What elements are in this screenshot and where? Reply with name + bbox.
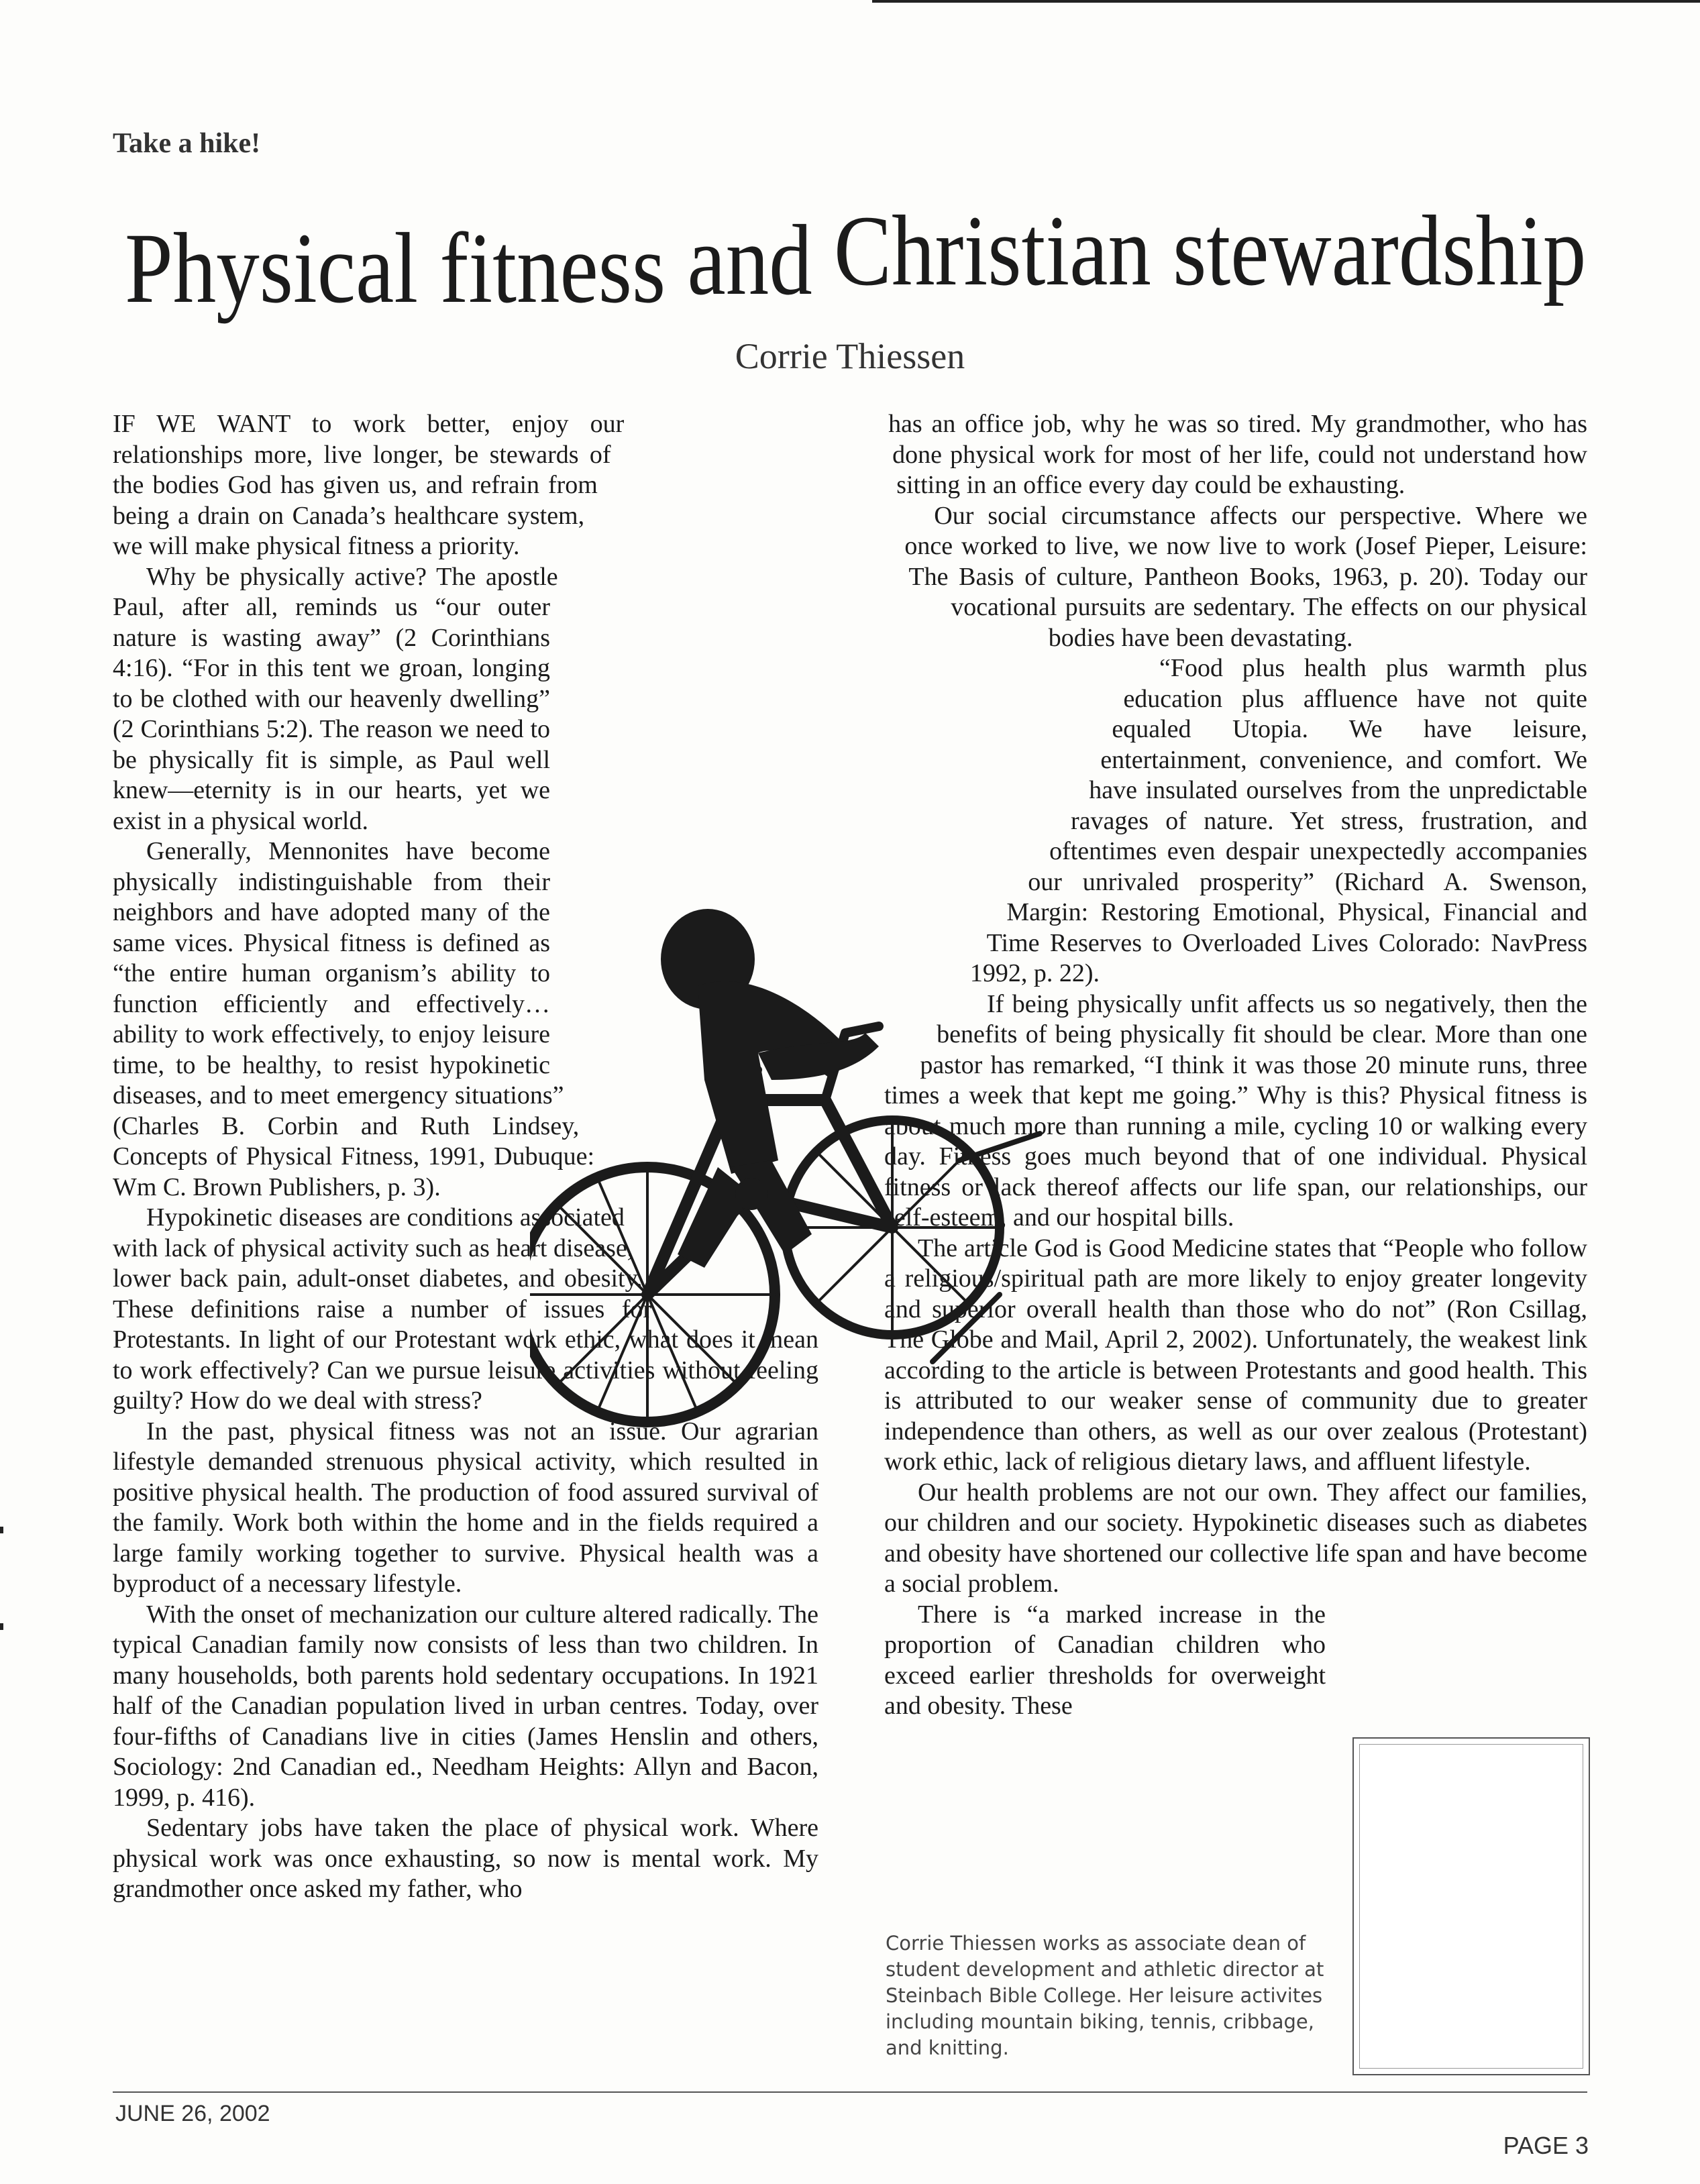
paragraph: There is “a marked increase in the proportion of Canadian children who exceed earlier thresholds for overweight and obesity. These: [884, 1600, 1326, 1720]
paragraph: “Food plus health plus warmth plus education plus affluence have not quite equaled Utopia. We have leisure, entertainment, convenience, and comfort. We have insulated ourselves from the unpredictable ravages of nature. Yet stress, frustration, and oftentimes even despair unexpectedly accompanies our unrivaled prosperity” (Richard A. Swenson, Margin: Restoring Emotional, Physical, Financial and Time Reserves to Overloaded Lives Colorado: NavPress 1992, p. 22).: [969, 654, 1587, 987]
title-part: and: [687, 205, 812, 316]
paragraph: If being physically unfit affects us so negatively, then the benefits of being physically fit should be clear. More than one pastor has remarked, “I think it was those 20 minute runs, three times a week that kept me going.” Why is this? Physical fitness is about much more than running a mile, cycling 10 or walking every day. Fitness goes much beyond that of one individual. Physical fitness or lack thereof affects our life span, our relationships, our self-esteem, and our hospital bills.: [884, 989, 1587, 1232]
author-photo-placeholder: [1359, 1744, 1583, 2069]
author-bio: Corrie Thiessen works as associate dean of student development and athletic director at Steinbach Bible College. Her leisure activites including mountain biking, tennis, cribbage, and knitting.: [886, 1932, 1324, 2059]
issue-date: JUNE 26, 2002: [115, 2101, 270, 2126]
cyclist-illustration-icon: [530, 879, 1053, 1462]
paragraph: Hypokinetic diseases are conditions associated with lack of physical activity such as heart disease, lower back pain, adult-onset diabetes, and obesity. These definitions raise a number of issues for Protestants. In light of our Protestant work ethic, what does it mean to work effectively? Can we pursue leisure activities without feeling guilty? How do we deal with stress?: [113, 1203, 818, 1415]
paragraph: Sedentary jobs have taken the place of physical work. Where physical work was once exhausting, so now is mental work. My grandmother once asked my father, who: [113, 1814, 818, 1903]
title-part: Physical fitness: [125, 213, 666, 324]
section-kicker: Take a hike!: [113, 128, 261, 159]
paragraph: With the onset of mechanization our culture altered radically. The typical Canadian family now consists of less than two children. In many households, both parents hold sedentary occupations. In 1921 half of the Canadian population lived in urban centres. Today, over four-fifths of Canadians live in cities (James Henslin and others, Sociology: 2nd Canadian ed., Needham Heights: Allyn and Bacon, 1999, p. 416).: [113, 1600, 818, 1812]
page-number: PAGE 3: [1503, 2132, 1589, 2159]
footer-rule: [113, 2091, 1587, 2093]
paragraph: Our social circumstance affects our perspective. Where we once worked to live, we now live to work (Josef Pieper, Leisure: The Basis of culture, Pantheon Books, 1963, p. 20). Today our vocational pursuits are sedentary. The effects on our physical bodies have been devastating.: [904, 501, 1587, 652]
paragraph: In the past, physical fitness was not an issue. Our agrarian lifestyle demanded strenuous physical activity, which resulted in positive physical health. The production of food assured survival of the family. Work both within the home and in the fields required a large family working together to survive. Physical health was a byproduct of a necessary lifestyle.: [113, 1417, 818, 1598]
paragraph: The article God is Good Medicine states that “People who follow a religious/spiritual path are more likely to enjoy greater longevity and superior overall health than those who do not” (Ron Csillag, The Globe and Mail, April 2, 2002). Unfortunately, the weakest link according to the article is between Protestants and good health. This is attributed to our weaker sense of community due to greater independence than others, as well as our over zealous (Protestant) work ethic, lack of religious dietary laws, and affluent lifestyle.: [884, 1234, 1587, 1476]
paragraph: Our health problems are not our own. They affect our families, our children and our society. Hypokinetic diseases such as diabetes and obesity have shortened our collective life span and have become a social problem.: [884, 1478, 1587, 1598]
article-title: [125, 195, 1587, 324]
margin-mark: [0, 1527, 3, 1533]
byline: Corrie Thiessen: [735, 336, 965, 376]
paragraph: Generally, Mennonites have become physically indistinguishable from their neighbors and have adopted many of the same vices. Physical fitness is defined as “the entire human organism’s ability to function efficiently and effectively…ability to work effectively, to enjoy leisure time, to be healthy, to resist hypokinetic diseases, and to meet emergency situations” (Charles B. Corbin and Ruth Lindsey, Concepts of Physical Fitness, 1991, Dubuque: Wm C. Brown Publishers, p. 3).: [113, 837, 594, 1201]
paragraph: Why be physically active? The apostle Paul, after all, reminds us “our outer nature is wasting away” (2 Corinthians 4:16). “For in this tent we groan, longing to be clothed with our heavenly dwelling” (2 Corinthians 5:2). The reason we need to be physically fit is simple, as Paul well knew—eternity is in our hearts, yet we exist in a physical world.: [113, 562, 558, 835]
paragraph: IF WE WANT to work better, enjoy our relationships more, live longer, be stewards of the bodies God has given us, and refrain from being a drain on Canada’s healthcare system, we will make physical fitness a priority.: [113, 410, 625, 560]
paragraph: has an office job, why he was so tired. My grandmother, who has done physical work for most of her life, could not understand how sitting in an office every day could be exhausting.: [888, 410, 1587, 499]
margin-mark: [0, 1623, 3, 1630]
top-rule: [872, 0, 1700, 3]
author-photo-frame: [1352, 1737, 1590, 2075]
title-part: Christian stewardship: [833, 195, 1587, 307]
